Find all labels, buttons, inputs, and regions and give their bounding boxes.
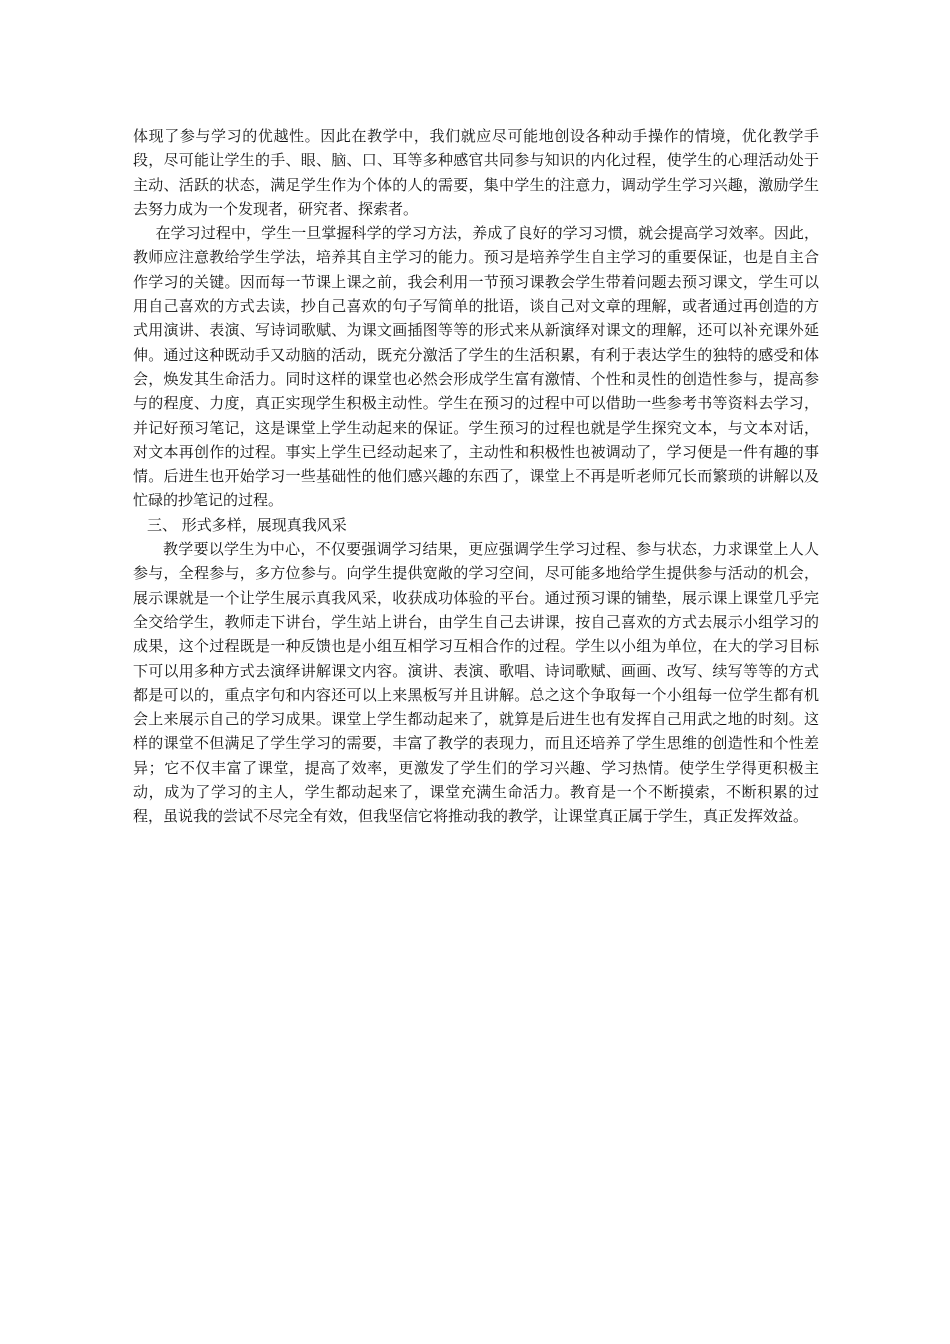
- paragraph-preview-learning: 在学习过程中，学生一旦掌握科学的学习方法，养成了良好的学习习惯，就会提高学习效率。因此，教师应注意教给学生学法，培养其自主学习的能力。预习是培养学生自主学习的重要保证，也是自主合作学习的关键。因而每一节课上课之前，我会利用一节预习课教会学生带着问题去预习课文，学生可以用自己喜欢的方式去读，抄自己喜欢的句子写简单的批语，谈自己对文章的理解，或者通过再创造的方式用演讲、表演、写诗词歌赋、为课文画插图等等的形式来从新演绎对课文的理解，还可以补充课外延伸。通过这种既动手又动脑的活动，既充分激活了学生的生活积累，有利于表达学生的独特的感受和体会，焕发其生命活力。同时这样的课堂也必然会形成学生富有激情、个性和灵性的创造性参与，提高参与的程度、力度，真正实现学生积极主动性。学生在预习的过程中可以借助一些参考书等资料去学习，并记好预习笔记，这是课堂上学生动起来的保证。学生预习的过程也就是学生探究文本，与文本对话，对文本再创作的过程。事实上学生已经动起来了，主动性和积极性也被调动了，学习便是一件有趣的事情。后进生也开始学习一些基础性的他们感兴趣的东西了，课堂上不再是听老师冗长而繁琐的讲解以及忙碌的抄笔记的过程。: [133, 224, 819, 510]
- document-body: [133, 124, 819, 829]
- section-heading: 三、 形式多样，展现真我风采: [147, 515, 347, 534]
- paragraph-student-centered: 教学要以学生为中心，不仅要强调学习结果，更应强调学生学习过程、参与状态，力求课堂上人人参与，全程参与，多方位参与。向学生提供宽敞的学习空间，尽可能多地给学生提供参与活动的机会，展示课就是一个让学生展示真我风采，收获成功体验的平台。通过预习课的铺垫，展示课上课堂几乎完全交给学生，教师走下讲台，学生站上讲台，由学生自己去讲课，按自己喜欢的方式去展示小组学习的成果，这个过程既是一种反馈也是小组互相学习互相合作的过程。学生以小组为单位，在大的学习目标下可以用多种方式去演绎讲解课文内容。演讲、表演、歌唱、诗词歌赋、画画、改写、续写等等的方式都是可以的，重点字句和内容还可以上来黑板写并且讲解。总之这个争取每一个小组每一位学生都有机会上来展示自己的学习成果。课堂上学生都动起来了，就算是后进生也有发挥自己用武之地的时刻。这样的课堂不但满足了学生学习的需要，丰富了教学的表现力，而且还培养了学生思维的创造性和个性差异；它不仅丰富了课堂，提高了效率，更激发了学生们的学习兴趣、学习热情。使学生学得更积极主动，成为了学习的主人，学生都动起来了，课堂充满生命活力。教育是一个不断摸索，不断积累的过程，虽说我的尝试不尽完全有效，但我坚信它将推动我的教学，让课堂真正属于学生，真正发挥效益。: [133, 540, 819, 826]
- paragraph-participation-advantage: 体现了参与学习的优越性。因此在教学中，我们就应尽可能地创设各种动手操作的情境，优化教学手段，尽可能让学生的手、眼、脑、口、耳等多种感官共同参与知识的内化过程，使学生的心理活动处于主动、活跃的状态，满足学生作为个体的人的需要，集中学生的注意力，调动学生学习兴趣，激励学生去努力成为一个发现者，研究者、探索者。: [133, 127, 819, 218]
